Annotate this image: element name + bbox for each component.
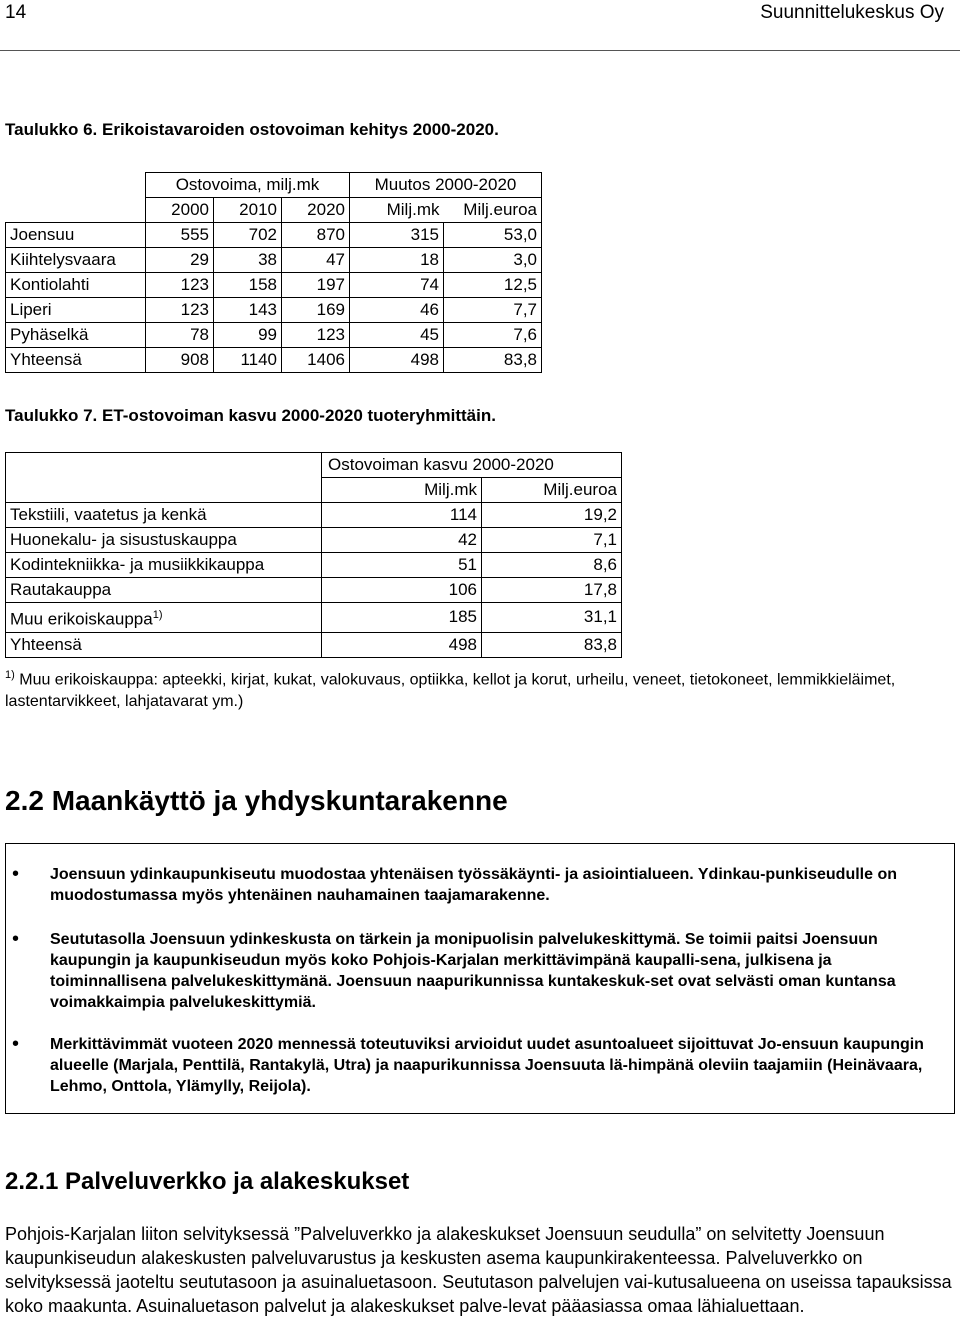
table6-caption: Taulukko 6. Erikoistavaroiden ostovoiman kehitys 2000-2020. [5,120,499,139]
table6-cell: 78 [146,323,214,348]
table6-cell: 38 [214,248,282,273]
table6-cell: 46 [350,298,444,323]
table7-group-header [6,453,622,478]
bullet-icon: • [12,1033,20,1055]
table7-cell: 51 [322,553,482,578]
table6-cell: Yhteensä [6,348,146,373]
table6-cell: 18 [350,248,444,273]
table7-cell: 106 [322,578,482,603]
table-row [6,528,622,553]
table6-cell: 123 [146,298,214,323]
table6-group-change: Muutos 2000-2020 [350,173,542,198]
footnote-marker: 1) [152,609,163,621]
table7-cell: 83,8 [482,632,622,657]
table-row [6,298,542,323]
table7-cell: 7,1 [482,528,622,553]
table-row [6,348,542,373]
table-row [6,603,622,633]
table-row [6,503,622,528]
table6-cell: 7,7 [444,298,542,323]
table6-cell: 870 [282,223,350,248]
footnote-text: Muu erikoiskauppa: apteekki, kirjat, kukat, valokuvaus, optiikka, kellot ja korut, urheilu, veneet, tietokoneet, lemmikkieläimet, lastentarvikkeet, lahjatavarat ym.) [5,671,896,711]
summary-box [5,843,955,1114]
table7-cell: 498 [322,632,482,657]
table6-cell: 143 [214,298,282,323]
table7-cell: 31,1 [482,603,622,633]
table7-cell: Huonekalu- ja sisustuskauppa [6,528,322,553]
bullet-text: Joensuun ydinkaupunkiseutu muodostaa yhtenäisen työssäkäynti- ja asiointialueen. Ydinkau-punkiseudulle on muodostumassa myös yhtenäinen nauhamainen taajamarakenne. [50,866,897,904]
table6-cell: Joensuu [6,223,146,248]
table7-col-milj-euroa: Milj.euroa [482,478,622,503]
table6-col-header [6,198,542,223]
table6-cell: 555 [146,223,214,248]
bullet-text: Merkittävimmät vuoteen 2020 mennessä toteutuviksi arvioidut uudet asuntoalueet sijoittuvat Jo-ensuun kaupungin alueelle (Marjala, Penttilä, Rantakylä, Utra) ja naapurikunnissa Joensuuta lä-himpänä oleviin taajamiin (Heinävaara, Lehmo, Onttola, Ylämylly, Reijola). [50,1036,924,1095]
body-paragraph: Pohjois-Karjalan liiton selvityksessä ”Palveluverkko ja alakeskukset Joensuun seudulla” on selvitetty Joensuun kaupunkiseudun alakeskusten palveluvarustus ja keskusten asema kaupunkirakenteessa. Palveluverkko on selvityksessä jaoteltu seututasoon ja asuinaluetasoon. Seututason palvelujen vai-kutusalueena on useissa tapauksissa koko maakunta. Asuinaluetason palvelut ja alakeskukset palve-levat pääasiassa omaa lähialuettaan. [5,1224,952,1316]
table7-cell: 185 [322,603,482,633]
table7-cell: Kodintekniikka- ja musiikkikauppa [6,553,322,578]
table6-cell: 12,5 [444,273,542,298]
subsection-title: 2.2.1 Palveluverkko ja alakeskukset [5,1168,410,1195]
table6-cell: 197 [282,273,350,298]
table6-group-purchase: Ostovoima, milj.mk [146,173,350,198]
table7-cell: 42 [322,528,482,553]
table6-cell: 1140 [214,348,282,373]
footnote-marker: 1) [5,669,15,681]
table6-col-milj-mk: Milj.mk [350,198,444,223]
table6-cell: Kontiolahti [6,273,146,298]
table6-col-2000: 2000 [146,198,214,223]
table-row [6,323,542,348]
bullet-icon: • [12,863,20,885]
company-name: Suunnittelukeskus Oy [760,2,944,23]
table7-row-label: Muu erikoiskauppa [10,609,153,629]
table6-cell: 908 [146,348,214,373]
table6-cell: 315 [350,223,444,248]
table-row [6,223,542,248]
table6-cell: 498 [350,348,444,373]
table6-cell: 702 [214,223,282,248]
table6-cell: 7,6 [444,323,542,348]
section-title: 2.2 Maankäyttö ja yhdyskuntarakenne [5,785,508,816]
table7-col-header [6,478,622,503]
table7-cell [6,603,322,633]
table6-cell: 74 [350,273,444,298]
table6-col-milj-euroa: Milj.euroa [444,198,542,223]
header-rule [0,50,960,51]
table7-cell: 17,8 [482,578,622,603]
table7-cell: Rautakauppa [6,578,322,603]
table6-cell: 158 [214,273,282,298]
table7-col-milj-mk: Milj.mk [322,478,482,503]
table-row [6,553,622,578]
table6-cell: 53,0 [444,223,542,248]
table6-cell: 99 [214,323,282,348]
table6-group-header [6,173,542,198]
table7-footnote [5,664,955,713]
bullet-text: Seututasolla Joensuun ydinkeskusta on tärkein ja monipuolisin palvelukeskittymä. Se toimii paitsi Joensuun kaupungin ja kaupunkiseudun myös koko Pohjois-Karjalan merkittävimpänä kaupalli-sena, julkisena ja toiminnallisena palvelukeskittymänä. Joensuun naapurikunnissa kuntakeskuk-set ovat selvästi oman kuntansa voimakkaimpia palvelukeskittymiä. [50,931,896,1011]
page-number: 14 [5,2,27,23]
table6-cell: 83,8 [444,348,542,373]
table6-cell: 1406 [282,348,350,373]
table6-cell: 47 [282,248,350,273]
table6-cell: Liperi [6,298,146,323]
table6-cell: Pyhäselkä [6,323,146,348]
table7-cell: Tekstiili, vaatetus ja kenkä [6,503,322,528]
table7-group: Ostovoiman kasvu 2000-2020 [322,453,622,478]
table-row [6,632,622,657]
table6-cell: 123 [146,273,214,298]
bullet-icon: • [12,928,20,950]
table7-cell: Yhteensä [6,632,322,657]
table6-cell: 123 [282,323,350,348]
table6-cell: 29 [146,248,214,273]
table6-col-2020: 2020 [282,198,350,223]
table7-cell: 19,2 [482,503,622,528]
table-row [6,273,542,298]
table-row [6,248,542,273]
table7-caption: Taulukko 7. ET-ostovoiman kasvu 2000-2020 tuoteryhmittäin. [5,406,496,425]
table7-cell: 114 [322,503,482,528]
table7-cell: 8,6 [482,553,622,578]
table-row [6,578,622,603]
table6-cell: 3,0 [444,248,542,273]
table6-col-2010: 2010 [214,198,282,223]
table6-cell: 45 [350,323,444,348]
table6 [5,172,542,373]
table6-cell: 169 [282,298,350,323]
table7 [5,452,622,658]
table6-cell: Kiihtelysvaara [6,248,146,273]
